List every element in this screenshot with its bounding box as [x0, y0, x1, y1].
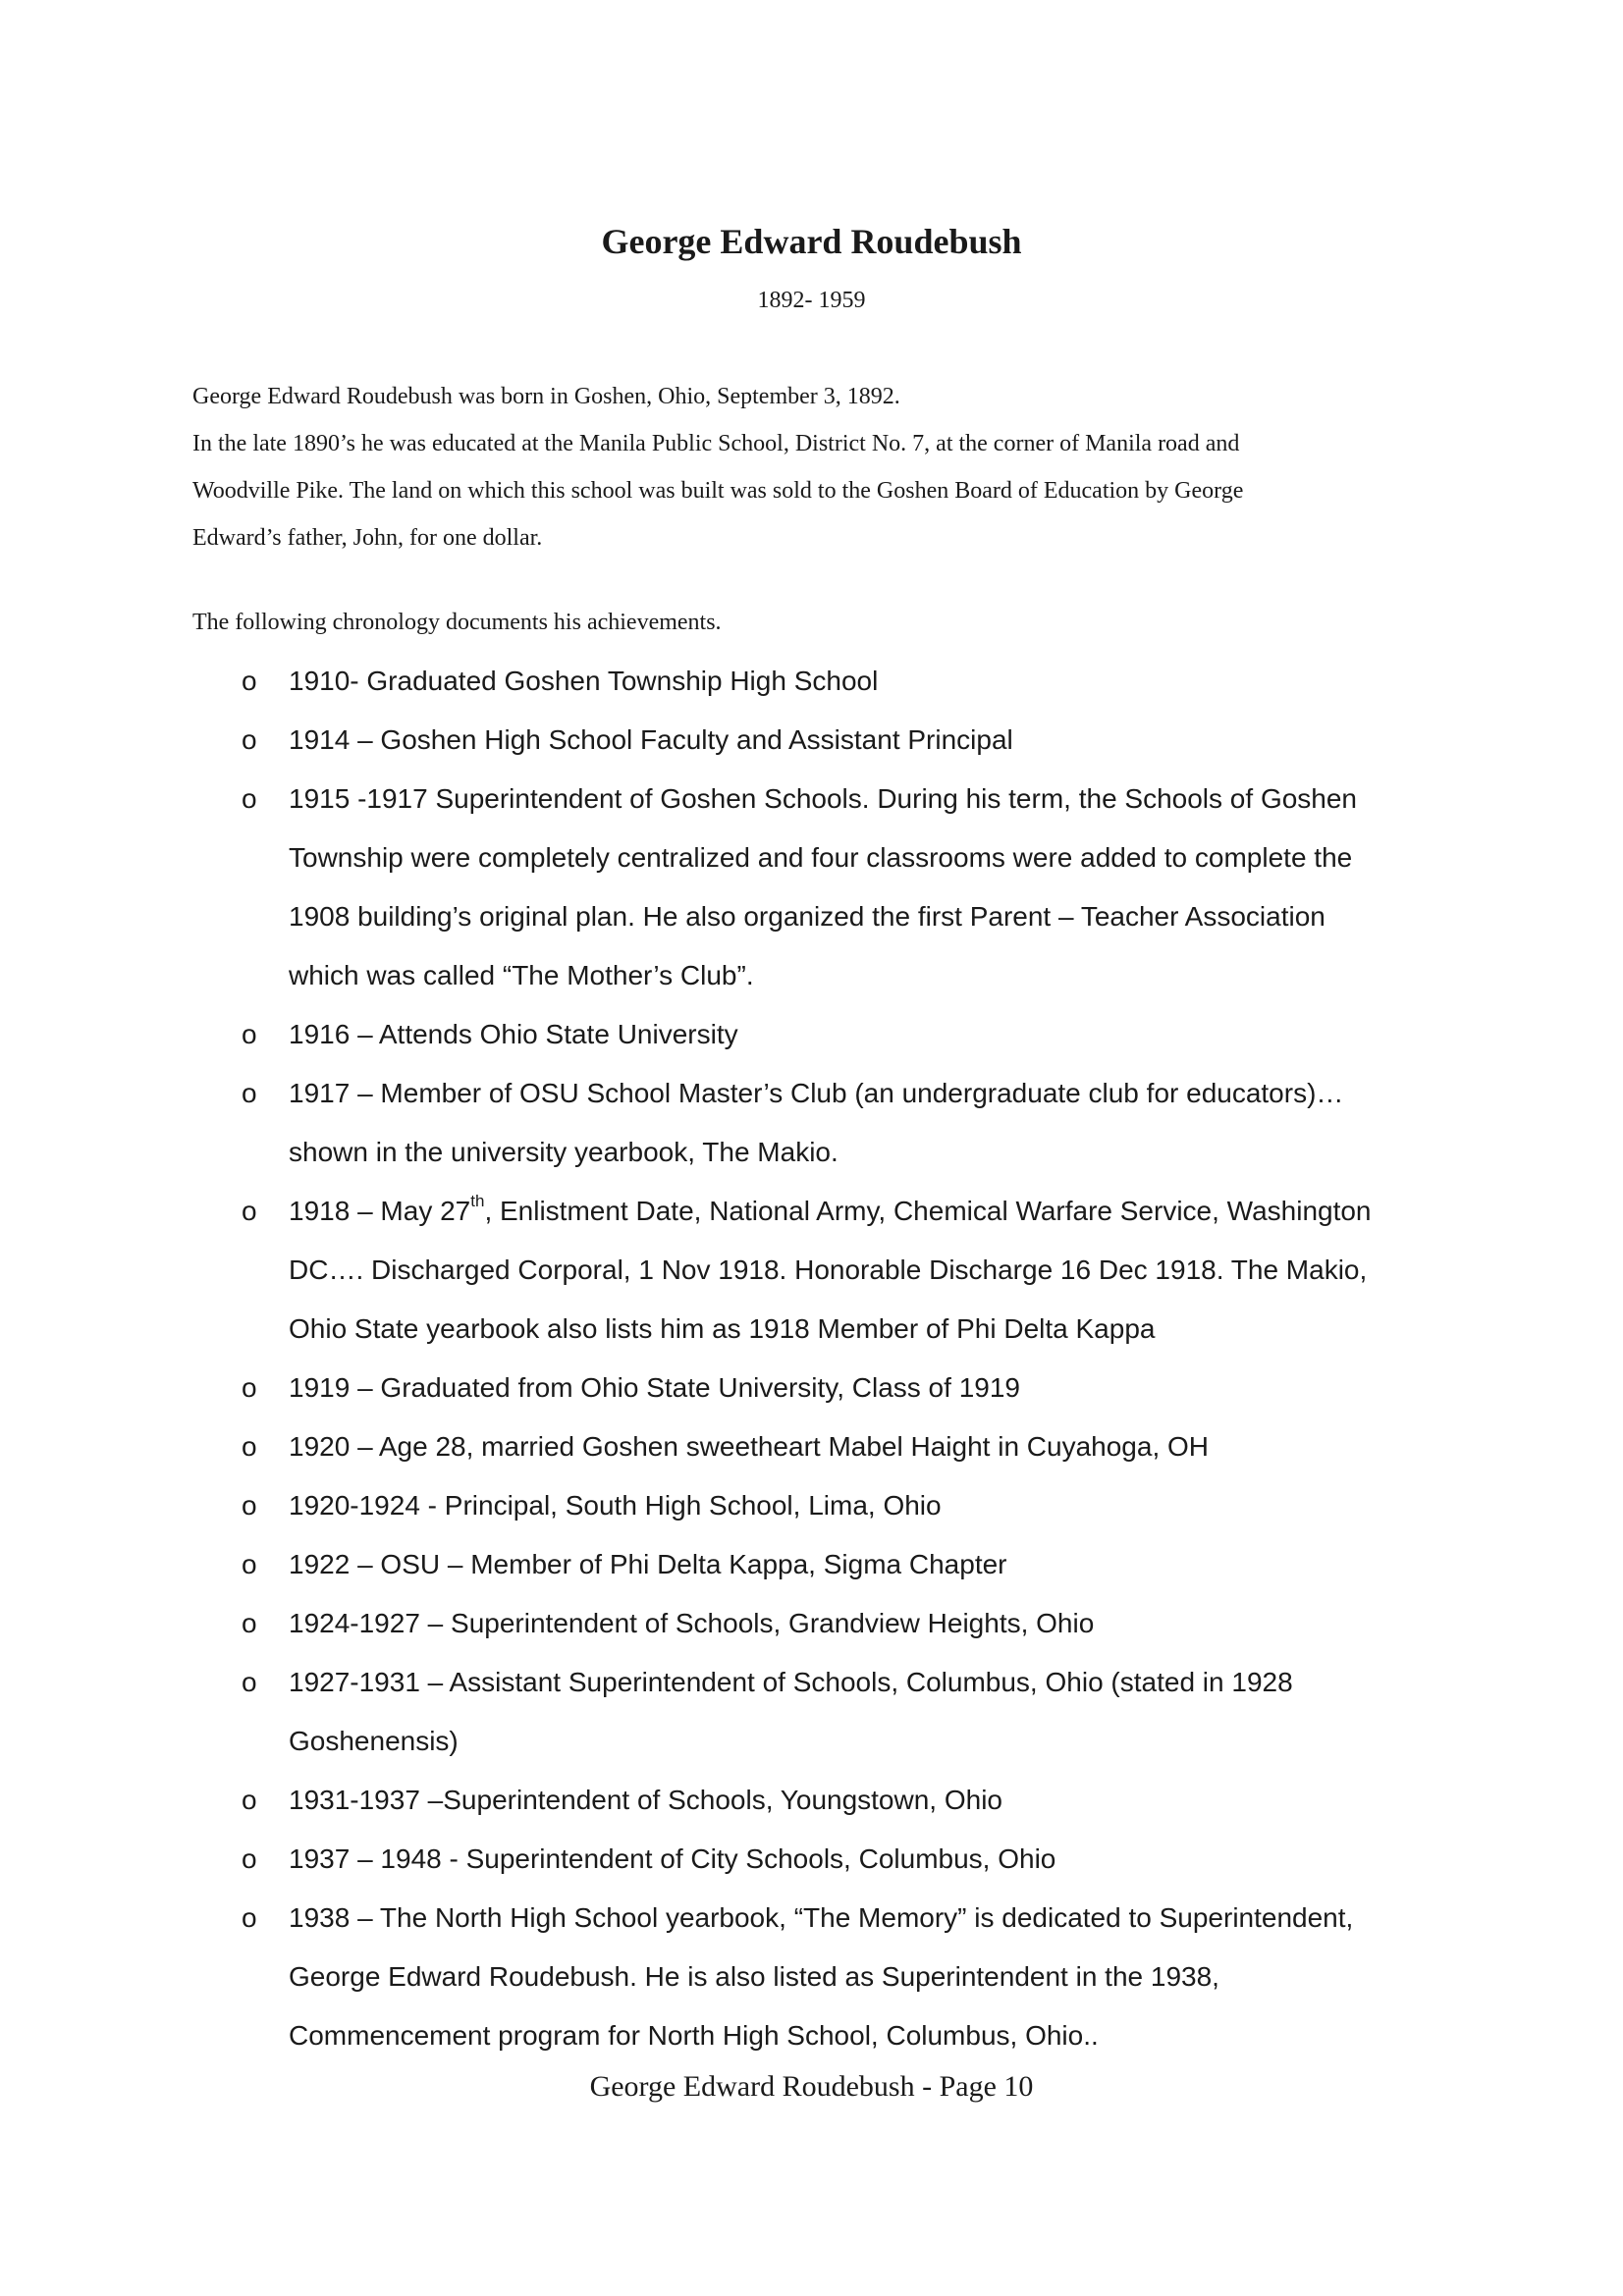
bullet-icon: o [242, 1608, 257, 1638]
chronology-intro: The following chronology documents his achievements. [192, 610, 722, 635]
chronology-list [0, 652, 1623, 2065]
chronology-line: 1916 – Attends Ohio State University [289, 1019, 738, 1049]
intro-line: Woodville Pike. The land on which this school was built was sold to the Goshen Board of Education by George [192, 478, 1244, 504]
bullet-icon: o [242, 1196, 257, 1226]
chronology-item [0, 1005, 1467, 1064]
chronology-item [0, 1889, 1467, 2065]
chronology-line: 1917 – Member of OSU School Master’s Club (an undergraduate club for educators)… [289, 1078, 1344, 1108]
chronology-line: Commencement program for North High School, Columbus, Ohio.. [289, 2020, 1099, 2051]
bullet-icon: o [242, 1372, 257, 1403]
chronology-text: , Enlistment Date, National Army, Chemical Warfare Service, Washington [484, 1196, 1372, 1226]
chronology-item [0, 1359, 1467, 1417]
life-years: 1892- 1959 [757, 288, 866, 313]
intro-line: In the late 1890’s he was educated at the Manila Public School, District No. 7, at the corner of Manila road and [192, 431, 1240, 456]
chronology-line: 1919 – Graduated from Ohio State University, Class of 1919 [289, 1372, 1020, 1403]
chronology-line: which was called “The Mother’s Club”. [289, 960, 754, 990]
chronology-item [0, 1653, 1467, 1771]
intro-line: George Edward Roudebush was born in Goshen, Ohio, September 3, 1892. [192, 384, 900, 409]
bullet-icon: o [242, 1549, 257, 1579]
chronology-text: 1918 – May 27 [289, 1196, 471, 1226]
chronology-line: 1924-1927 – Superintendent of Schools, Grandview Heights, Ohio [289, 1608, 1095, 1638]
chronology-item [0, 1535, 1467, 1594]
chronology-line: 1938 – The North High School yearbook, “The Memory” is dedicated to Superintendent, [289, 1902, 1354, 1933]
bullet-icon: o [242, 783, 257, 814]
chronology-item [0, 1417, 1467, 1476]
chronology-line: 1927-1931 – Assistant Superintendent of Schools, Columbus, Ohio (stated in 1928 [289, 1667, 1293, 1697]
chronology-line: Township were completely centralized and four classrooms were added to complete the [289, 842, 1353, 873]
chronology-line: George Edward Roudebush. He is also listed as Superintendent in the 1938, [289, 1961, 1219, 1992]
bullet-icon: o [242, 1078, 257, 1108]
ordinal-suffix: th [470, 1192, 485, 1210]
bullet-icon: o [242, 1843, 257, 1874]
chronology-item [0, 1594, 1467, 1653]
chronology-line [289, 1182, 1467, 1241]
chronology-item [0, 1830, 1467, 1889]
bullet-icon: o [242, 1667, 257, 1697]
chronology-line: Ohio State yearbook also lists him as 1918 Member of Phi Delta Kappa [289, 1313, 1156, 1344]
chronology-line: 1937 – 1948 - Superintendent of City Schools, Columbus, Ohio [289, 1843, 1056, 1874]
intro-line: Edward’s father, John, for one dollar. [192, 525, 543, 551]
chronology-item [0, 652, 1467, 711]
chronology-line: Goshenensis) [289, 1726, 459, 1756]
chronology-item [0, 1182, 1467, 1359]
chronology-line: 1915 -1917 Superintendent of Goshen Schools. During his term, the Schools of Goshen [289, 783, 1358, 814]
chronology-item [0, 770, 1467, 1005]
chronology-line: shown in the university yearbook, The Makio. [289, 1137, 839, 1167]
chronology-line: 1908 building’s original plan. He also organized the first Parent – Teacher Association [289, 901, 1325, 932]
bullet-icon: o [242, 1431, 257, 1462]
chronology-line: 1910- Graduated Goshen Township High School [289, 666, 879, 696]
bullet-icon: o [242, 1785, 257, 1815]
bullet-icon: o [242, 666, 257, 696]
page-title: George Edward Roudebush [601, 222, 1022, 261]
chronology-item [0, 711, 1467, 770]
chronology-line: 1914 – Goshen High School Faculty and Assistant Principal [289, 724, 1013, 755]
chronology-item [0, 1064, 1467, 1182]
bullet-icon: o [242, 724, 257, 755]
chronology-line: 1920 – Age 28, married Goshen sweetheart Mabel Haight in Cuyahoga, OH [289, 1431, 1210, 1462]
bullet-icon: o [242, 1902, 257, 1933]
bullet-icon: o [242, 1490, 257, 1521]
chronology-item [0, 1771, 1467, 1830]
chronology-line: 1922 – OSU – Member of Phi Delta Kappa, Sigma Chapter [289, 1549, 1007, 1579]
intro-paragraph [192, 373, 1469, 561]
bullet-icon: o [242, 1019, 257, 1049]
chronology-line: DC…. Discharged Corporal, 1 Nov 1918. Honorable Discharge 16 Dec 1918. The Makio, [289, 1255, 1368, 1285]
chronology-line: 1920-1924 - Principal, South High School, Lima, Ohio [289, 1490, 942, 1521]
chronology-item [0, 1476, 1467, 1535]
page-footer: George Edward Roudebush - Page 10 [589, 2070, 1034, 2103]
chronology-line: 1931-1937 –Superintendent of Schools, Youngstown, Ohio [289, 1785, 1003, 1815]
